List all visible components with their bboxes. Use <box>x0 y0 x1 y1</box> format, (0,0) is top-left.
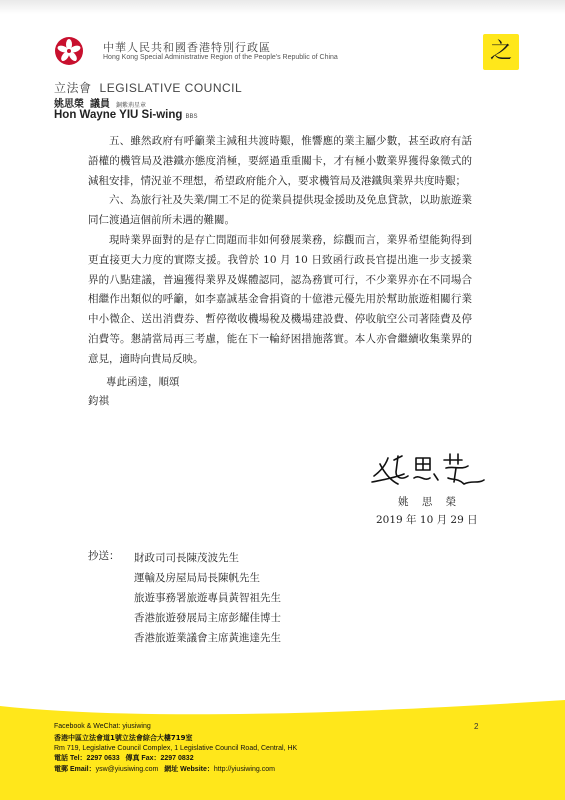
hksar-emblem-icon <box>54 36 84 66</box>
government-name-zh: 中華人民共和國香港特別行政區 <box>103 41 271 54</box>
member-title-zh: 議員 <box>90 99 110 110</box>
tel-number: 2297 0633 <box>86 755 120 763</box>
cc-recipient: 財政司司長陳茂波先生 <box>134 552 239 564</box>
email-label: 電郵 Email： <box>54 766 96 774</box>
member-line-en <box>54 109 197 121</box>
member-line-zh <box>54 95 146 110</box>
member-name-en: Hon Wayne YIU Si-wing <box>54 109 183 121</box>
cc-recipient: 旅遊事務署旅遊專員黃智祖先生 <box>134 592 281 604</box>
web-label: 網址 Website： <box>164 766 214 774</box>
legco-name-zh: 立法會 <box>54 81 92 95</box>
letter-body <box>88 132 472 370</box>
legco-heading <box>54 79 242 96</box>
website-link[interactable]: http://yiusiwing.com <box>213 766 275 774</box>
handwritten-signature <box>368 450 488 490</box>
cc-label: 抄送： <box>88 550 120 562</box>
email-link[interactable]: ysw@yiusiwing.com <box>95 766 159 774</box>
cc-list <box>134 548 281 648</box>
footer-web-line <box>54 765 297 776</box>
salutation: 鈞祺 <box>88 395 109 407</box>
footer-phone-line <box>54 754 297 765</box>
footer-contact <box>54 722 297 776</box>
fax-number: 2297 0832 <box>160 755 194 763</box>
legco-name-en: LEGISLATIVE COUNCIL <box>99 81 243 95</box>
member-honour-en: BBS <box>185 114 198 120</box>
letter-date: 2019 年 10 月 29 日 <box>376 514 478 526</box>
page-number: 2 <box>474 722 479 731</box>
cc-recipient: 香港旅遊業議會主席黃進達先生 <box>134 632 281 644</box>
member-name-zh: 姚思榮 <box>54 99 84 110</box>
footer-social: Facebook & WeChat: yiusiwing <box>54 723 151 730</box>
party-logo-mark: 之 <box>489 39 512 64</box>
tel-label: 電話 Tel： <box>54 755 87 763</box>
cc-recipient: 香港旅遊發展局主席彭耀佳博士 <box>134 612 281 624</box>
paragraph-five: 五、雖然政府有呼籲業主減租共渡時艱，惟響應的業主屬少數，甚至政府有話語權的機管局及港鐵亦態度消極，要經過重重關卡，才有極小數業界獲得象徵式的減租安排，情況並不理想，希望政府能介入，要求機管局及港鐵與業界共度時艱； <box>88 135 472 187</box>
footer-address-en: Rm 719, Legislative Council Complex, 1 Legislative Council Road, Central, HK <box>54 744 298 752</box>
cc-recipient: 運輸及房屋局局長陳帆先生 <box>134 572 260 584</box>
footer-address-zh: 香港中區立法會道1號立法會綜合大樓719室 <box>54 733 193 742</box>
top-shade <box>0 0 565 14</box>
paragraph-summary: 現時業界面對的是存亡問題而非如何發展業務，綜觀而言，業界希望能夠得到更直接更大力度的實際支援。我曾於 10 月 10 日致函行政長官提出進一步支援業界的八點建議，普遍獲得業界及媒體認同，認為務實可行，不少業界亦在不同場合相繼作出類似的呼籲，如李嘉誠基金會捐資的十億港元優先用於幫助旅遊相關行業中小微企、送出消費券、暫停徵收機場稅及機場建設費、停收航空公司著陸費及停泊費等。懇請當局再三考慮，能在下一輪紓困措施落實。本人亦會繼續收集業界的意見，適時向貴局反映。 <box>88 233 472 365</box>
paragraph-six: 六、為旅行社及失業/開工不足的從業員提供現金援助及免息貸款，以助旅遊業同仁渡過這個前所未遇的難關。 <box>88 194 472 227</box>
closing-line: 專此函達，順頌 <box>106 376 180 388</box>
fax-label: 傳真 Fax： <box>125 755 161 763</box>
party-logo <box>483 34 519 70</box>
member-honour-zh: 銅紫荊星章 <box>116 102 147 109</box>
government-name-en: Hong Kong Special Administrative Region of the People's Republic of China <box>103 54 338 61</box>
signer-name: 姚 思 榮 <box>398 496 462 508</box>
